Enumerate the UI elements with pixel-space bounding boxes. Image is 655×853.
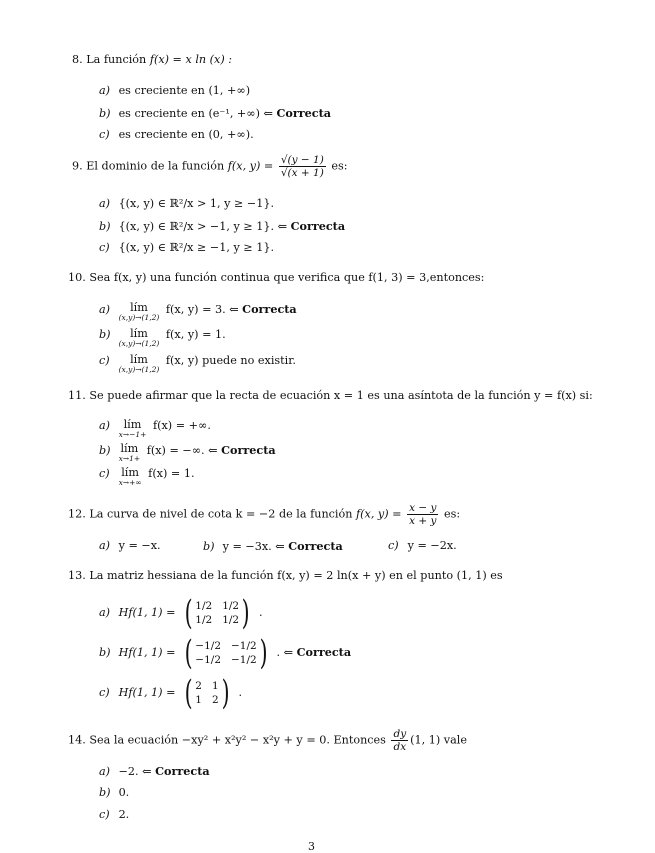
option-13c	[99, 673, 243, 713]
question-number: 13.	[68, 569, 86, 582]
option-text: es creciente en (1, +∞)	[118, 84, 251, 97]
option-text: −2. ⇐	[118, 765, 152, 778]
option-12b	[203, 539, 343, 553]
option-8c	[99, 128, 254, 141]
hessian-label: Hf(1, 1) =	[118, 646, 176, 659]
fraction-denominator: x + y	[409, 515, 437, 528]
option-label: b)	[99, 220, 111, 233]
option-11a	[99, 419, 211, 439]
option-label: c)	[99, 354, 110, 367]
option-10c	[99, 354, 296, 374]
limit-word: lím	[130, 327, 148, 340]
matrix-cell: 1	[211, 680, 219, 692]
fraction-numerator: x − y	[409, 502, 437, 514]
question-text: Sea la ecuación −xy² + x²y² − x²y + y = 0. Entonces	[89, 733, 386, 747]
option-12a	[99, 539, 161, 552]
option-text: 2.	[118, 808, 130, 821]
left-paren: (	[184, 633, 193, 673]
correct-mark: Correcta	[296, 645, 352, 659]
option-text: 0.	[118, 786, 130, 799]
option-label: a)	[99, 419, 111, 432]
matrix-cells	[195, 640, 256, 666]
question-10	[68, 271, 484, 284]
matrix-cell: 2	[195, 680, 202, 692]
option-label: c)	[99, 467, 110, 480]
option-text: {(x, y) ∈ ℝ²/x ≥ −1, y ≥ 1}.	[118, 241, 275, 254]
limit-subscript: (x,y)→(1,2)	[118, 339, 160, 349]
left-paren: (	[184, 593, 193, 633]
option-9c	[99, 241, 274, 254]
option-label: b)	[99, 786, 111, 799]
question-12	[68, 502, 460, 527]
option-label: b)	[99, 328, 111, 341]
option-label: c)	[99, 686, 110, 699]
limit-operator	[119, 302, 160, 322]
option-8a	[99, 84, 250, 97]
question-expr: f(x) = x ln (x) :	[149, 53, 233, 66]
limit-word: lím	[121, 466, 139, 479]
question-text: Se puede afirmar que la recta de ecuación x = 1 es una asíntota de la función y = f(x) si:	[89, 389, 593, 402]
question-11	[68, 389, 593, 402]
question-14	[68, 728, 467, 753]
correct-mark: Correcta	[290, 219, 346, 233]
limit-word: lím	[130, 353, 148, 366]
domain-fraction	[279, 154, 326, 179]
question-number: 14.	[68, 733, 86, 747]
option-label: a)	[99, 765, 111, 778]
option-label: a)	[99, 303, 111, 316]
option-11b	[99, 443, 276, 463]
left-paren: (	[184, 673, 193, 713]
correct-mark: Correcta	[276, 106, 331, 120]
limit-operator	[119, 443, 141, 463]
matrix-cells	[195, 680, 218, 706]
limit-operator	[119, 467, 142, 487]
question-text: La matriz hessiana de la función f(x, y) = 2 ln(x + y) en el punto (1, 1) es	[89, 569, 503, 582]
matrix	[182, 673, 232, 713]
option-label: a)	[99, 84, 111, 97]
option-label: b)	[99, 444, 111, 457]
derivative-fraction	[391, 728, 408, 753]
option-9b	[99, 219, 345, 233]
question-9	[72, 154, 348, 179]
option-14a	[99, 764, 210, 778]
hessian-label: Hf(1, 1) =	[118, 686, 176, 699]
right-paren: )	[259, 633, 268, 673]
matrix-cell: 1/2	[222, 614, 240, 626]
question-fx: f(x, y) =	[356, 507, 402, 521]
question-8	[72, 53, 232, 66]
option-label: c)	[388, 539, 399, 552]
option-text: f(x) = 1.	[148, 467, 195, 480]
option-end: .	[258, 606, 263, 619]
limit-subscript: (x,y)→(1,2)	[118, 313, 160, 323]
limit-operator	[119, 354, 160, 374]
matrix-cell: −1/2	[231, 654, 257, 666]
question-fx: f(x, y) =	[227, 159, 274, 173]
option-text: y = −x.	[118, 539, 161, 552]
limit-operator	[119, 419, 147, 439]
option-10b	[99, 328, 226, 348]
question-number: 8.	[72, 53, 83, 66]
matrix-cell: 2	[211, 694, 219, 706]
option-text: {(x, y) ∈ ℝ²/x > −1, y ≥ 1}. ⇐	[118, 220, 288, 233]
limit-subscript: (x,y)→(1,2)	[118, 365, 160, 375]
question-number: 11.	[68, 389, 86, 402]
question-tail: (1, 1) vale	[410, 733, 467, 747]
fraction-denominator: √(x + 1)	[280, 167, 324, 180]
option-label: b)	[203, 540, 215, 553]
option-label: a)	[99, 539, 111, 552]
limit-operator	[119, 328, 160, 348]
correct-mark: Correcta	[242, 302, 297, 316]
matrix-cell: −1/2	[231, 640, 257, 652]
option-11c	[99, 467, 195, 487]
fraction-numerator: √(y − 1)	[280, 154, 324, 166]
option-label: c)	[99, 808, 110, 821]
matrix-cell: −1/2	[195, 654, 221, 666]
question-text: El dominio de la función	[86, 159, 225, 173]
correct-mark: Correcta	[221, 443, 276, 457]
limit-subscript: x→−1+	[118, 430, 147, 440]
option-text: y = −3x. ⇐	[222, 540, 285, 553]
option-14b	[99, 786, 129, 799]
option-text: es creciente en (0, +∞).	[118, 128, 254, 141]
right-paren: )	[221, 673, 230, 713]
correct-mark: Correcta	[155, 764, 210, 778]
option-text: f(x, y) puede no existir.	[165, 354, 296, 367]
option-label: c)	[99, 128, 110, 141]
matrix-cells	[195, 600, 239, 626]
limit-subscript: x→+∞	[118, 478, 142, 488]
option-text: es creciente en (e⁻¹, +∞) ⇐	[118, 107, 273, 120]
option-text: {(x, y) ∈ ℝ²/x > 1, y ≥ −1}.	[118, 197, 275, 210]
option-12c	[388, 539, 457, 552]
matrix-cell: 1/2	[222, 600, 240, 612]
limit-word: lím	[120, 442, 139, 455]
option-10a	[99, 302, 297, 322]
option-text: y = −2x.	[407, 539, 457, 552]
limit-word: lím	[123, 418, 142, 431]
option-label: c)	[99, 241, 110, 254]
question-number: 9.	[72, 159, 83, 173]
fraction-denominator: dx	[393, 741, 407, 754]
question-number: 12.	[68, 507, 86, 521]
option-13b	[99, 633, 352, 673]
limit-word: lím	[130, 301, 148, 314]
option-end: .	[238, 686, 243, 699]
option-text: f(x) = −∞. ⇐	[146, 444, 218, 457]
option-label: b)	[99, 646, 111, 659]
matrix-cell: −1/2	[195, 640, 221, 652]
matrix-cell: 1/2	[195, 614, 213, 626]
question-13	[68, 569, 503, 582]
option-9a	[99, 197, 274, 210]
question-text: La función	[86, 53, 147, 66]
question-text: Sea f(x, y) una función continua que verifica que f(1, 3) = 3,entonces:	[89, 271, 485, 284]
matrix-cell: 1	[195, 694, 202, 706]
question-text: La curva de nivel de cota k = −2 de la función	[89, 507, 353, 521]
matrix	[182, 593, 252, 633]
question-number: 10.	[68, 271, 86, 284]
option-text: f(x, y) = 1.	[165, 328, 226, 341]
right-paren: )	[241, 593, 250, 633]
option-text: f(x) = +∞.	[152, 419, 211, 432]
question-tail: es:	[331, 159, 348, 173]
question-tail: es:	[444, 507, 461, 521]
option-end: . ⇐	[276, 646, 294, 659]
option-label: a)	[99, 606, 111, 619]
option-text: f(x, y) = 3. ⇐	[165, 303, 239, 316]
fraction-numerator: dy	[393, 728, 407, 740]
matrix-cell: 1/2	[195, 600, 213, 612]
option-8b	[99, 106, 331, 120]
option-label: a)	[99, 197, 111, 210]
option-label: b)	[99, 107, 111, 120]
correct-mark: Correcta	[288, 539, 343, 553]
limit-subscript: x→1+	[118, 454, 141, 464]
option-14c	[99, 808, 129, 821]
hessian-label: Hf(1, 1) =	[118, 606, 176, 619]
matrix	[182, 633, 270, 673]
option-13a	[99, 593, 263, 633]
level-fraction	[407, 502, 438, 527]
page-number: 3	[308, 840, 315, 853]
